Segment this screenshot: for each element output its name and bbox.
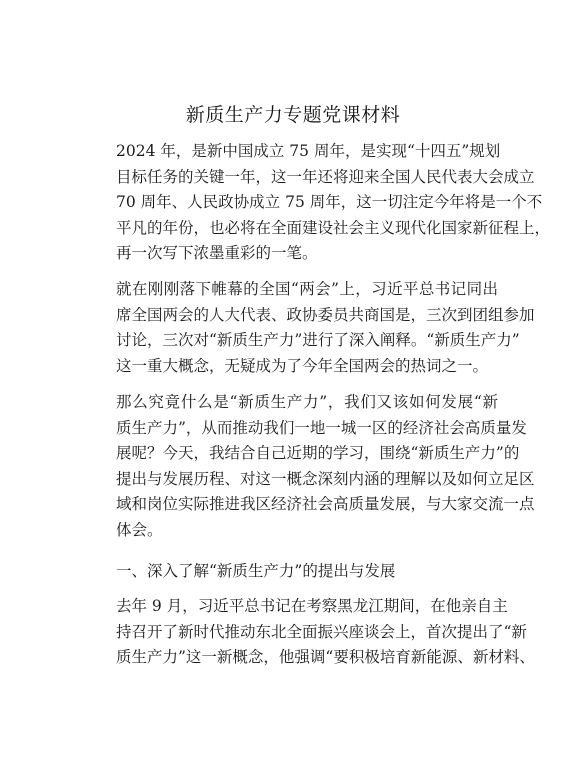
paragraph-line: 那么究竟什么是“新质生产力”，我们又该如何发展“新 [116, 393, 498, 411]
paragraph-line: 讨论，三次对“新质生产力”进行了深入阐释。“新质生产力” [116, 331, 520, 349]
paragraph-line: 这一重大概念，无疑成为了今年全国两会的热词之一。 [116, 356, 489, 375]
paragraph-3 [116, 390, 535, 543]
paragraph-line: 持召开了新时代推动东北全面振兴座谈会上，首次提出了“新 [116, 622, 527, 641]
paragraph-1 [116, 139, 551, 267]
paragraph-line: 提出与发展历程、对这一概念深刻内涵的理解以及如何立足区 [116, 469, 535, 488]
document-title: 新质生产力专题党课材料 [185, 104, 401, 126]
paragraph-line: 质生产力”，从而推动我们一地一城一区的经济社会高质量发 [116, 418, 527, 437]
paragraph-line: 平凡的年份，也必将在全面建设社会主义现代化国家新征程上， [116, 218, 551, 237]
paragraph-line: 2024 年，是新中国成立 75 周年，是实现“十四五”规划 [116, 142, 501, 160]
paragraph-line: 质生产力”这一新概念，他强调“要积极培育新能源、新材料、 [116, 648, 535, 666]
paragraph-line: 域和岗位实际推进我区经济社会高质量发展，与大家交流一点 [116, 495, 535, 513]
paragraph-line: 就在刚刚落下帷幕的全国“两会”上，习近平总书记同出 [116, 280, 498, 298]
paragraph-2 [116, 277, 535, 379]
paragraph-line: 目标任务的关键一年，这一年还将迎来全国人民代表大会成立 [116, 167, 535, 186]
paragraph-line: 席全国两会的人大代表、政协委员共商国是，三次到团组参加 [116, 305, 535, 324]
paragraph-line: 去年 9 月，习近平总书记在考察黑龙江期间，在他亲自主 [116, 597, 508, 615]
paragraph-line: 体会。 [116, 520, 163, 539]
paragraph-line: 展呢？今天，我结合自己近期的学习，围绕“新质生产力”的 [116, 444, 520, 462]
paragraph-line: 再一次写下浓墨重彩的一笔。 [116, 244, 318, 262]
paragraph-line: 70 周年、人民政协成立 75 周年，这一切注定今年将是一个不 [116, 193, 543, 211]
section-paragraph [116, 594, 535, 671]
section-heading: 一、深入了解“新质生产力”的提出与发展 [116, 562, 396, 580]
